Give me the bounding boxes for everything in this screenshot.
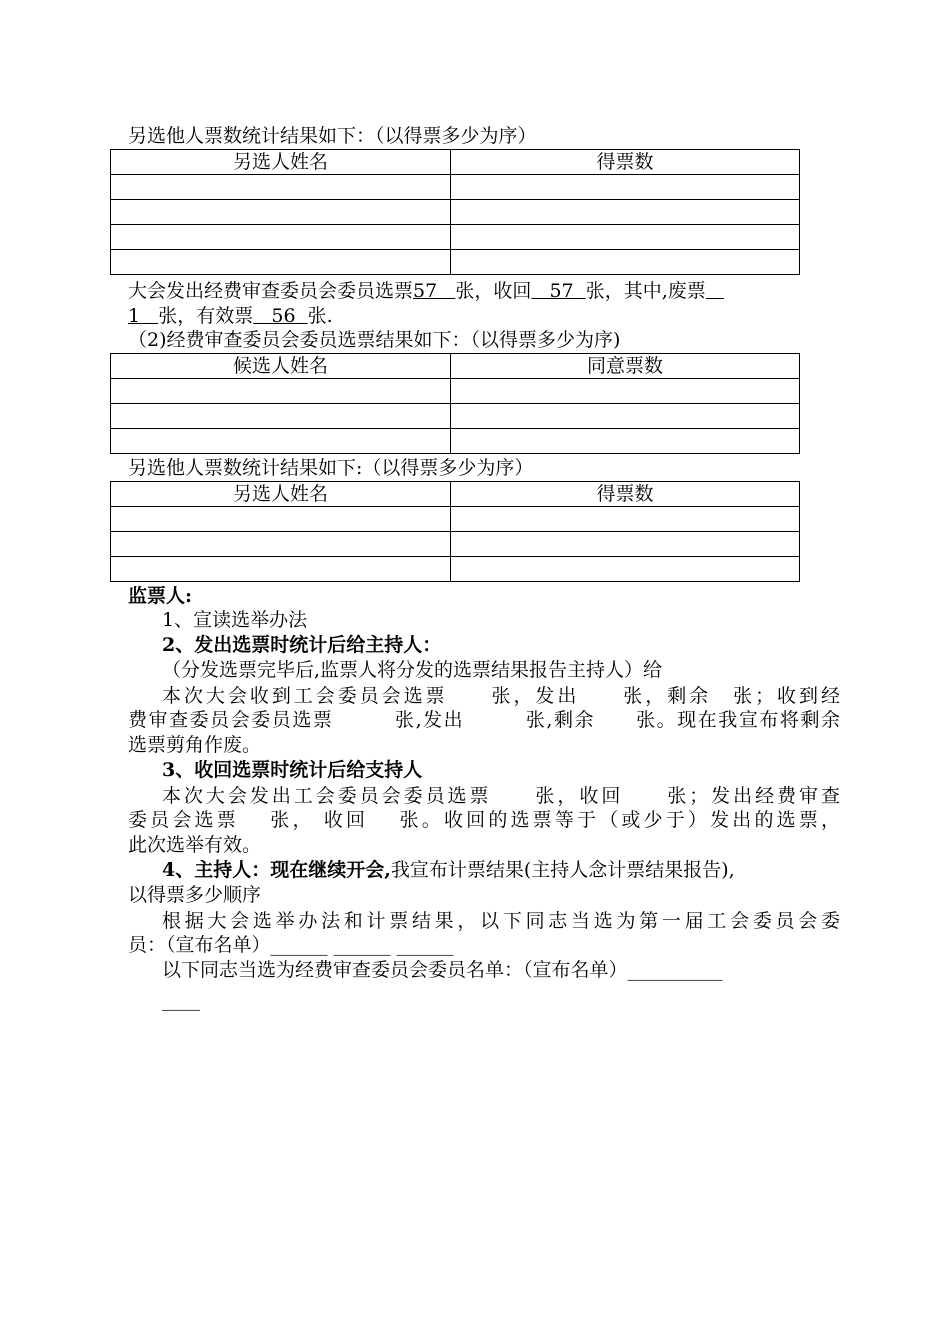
text: 大会发出经费审查委员会委员选票 <box>128 280 414 302</box>
table-row <box>111 379 800 404</box>
table-cell <box>451 225 800 250</box>
table-header-row <box>111 150 800 175</box>
header-cell: 同意票数 <box>451 354 800 379</box>
text: 张，其中,废票 <box>585 280 706 302</box>
scrutineer-item-2-note: （分发选票完毕后,监票人将分发的选票结果报告主持人）给 <box>162 659 663 681</box>
table-header-row <box>111 482 800 507</box>
valid-count: 56 <box>271 305 296 327</box>
header-cell: 另选人姓名 <box>111 482 451 507</box>
section3-table <box>110 481 800 582</box>
section1-caption: 另选他人票数统计结果如下：（以得票多少为序） <box>128 125 537 147</box>
scrutineer-item-2-para-1: 本次大会收到工会委员会选票 张，发出 张，剩余 张；收到经 <box>162 685 840 707</box>
blank <box>706 280 724 302</box>
table-cell <box>451 429 800 454</box>
table-row <box>111 404 800 429</box>
table-cell <box>111 557 451 582</box>
text: 张. <box>307 305 333 327</box>
section1-table <box>110 149 800 275</box>
table-cell <box>111 532 451 557</box>
scrutineer-item-2-para-3: 选票剪角作废。 <box>128 734 262 756</box>
result-para-2: 员：（宣布名单）______ ______ ______ <box>128 934 454 956</box>
table-cell <box>111 200 451 225</box>
scrutineer-item-3-para-1: 本次大会发出工会委员会委员选票 张，收回 张；发出经费审查 <box>162 785 840 807</box>
audit-count-line-2 <box>128 304 840 328</box>
text: 张，收回 <box>455 280 532 302</box>
section2-caption: （2)经费审查委员会委员选票结果如下：（以得票多少为序) <box>128 329 621 351</box>
table-cell <box>111 250 451 275</box>
scrutineer-item-2: 2、发出选票时统计后给主持人： <box>162 634 442 656</box>
text: 张，有效票 <box>158 305 254 327</box>
table-row <box>111 507 800 532</box>
table-row <box>111 200 800 225</box>
result-para-4: ____ <box>162 989 200 1011</box>
scrutineer-item-3-para-3: 此次选举有效。 <box>128 834 262 856</box>
table-cell <box>451 557 800 582</box>
scrutineer-item-2-para-2: 费审查委员会委员选票 张,发出 张,剩余 张。现在我宣布将剩余 <box>128 709 840 731</box>
table-row <box>111 175 800 200</box>
scrutineer-item-1: 1、宣读选举办法 <box>162 609 308 631</box>
result-para-3: 以下同志当选为经费审查委员会委员名单：（宣布名单）__________ <box>162 959 723 981</box>
section2-table <box>110 353 800 454</box>
table-cell <box>451 200 800 225</box>
table-header-row <box>111 354 800 379</box>
scrutineer-item-3: 3、收回选票时统计后给支持人 <box>162 759 423 781</box>
table-cell <box>111 507 451 532</box>
header-cell: 另选人姓名 <box>111 150 451 175</box>
table-cell <box>451 250 800 275</box>
scrutineer-item-3-para-2: 委员会选票 张， 收回 张。收回的选票等于（或少于）发出的选票， <box>128 809 840 831</box>
table-row <box>111 557 800 582</box>
invalid-count: 1 <box>128 305 141 327</box>
header-cell: 得票数 <box>451 150 800 175</box>
table-row <box>111 225 800 250</box>
audit-count-line-1 <box>128 279 840 303</box>
item-4-bold-text: 4、主持人：现在继续开会, <box>162 859 391 881</box>
result-para-1: 根据大会选举办法和计票结果，以下同志当选为第一届工会委员会委 <box>162 910 840 932</box>
header-cell: 得票数 <box>451 482 800 507</box>
table-cell <box>451 175 800 200</box>
table-row <box>111 532 800 557</box>
table-cell <box>111 379 451 404</box>
table-cell <box>111 429 451 454</box>
table-cell <box>451 532 800 557</box>
table-cell <box>451 379 800 404</box>
table-cell <box>451 507 800 532</box>
scrutineer-item-4-para-2: 以得票多少顺序 <box>128 884 262 906</box>
table-row <box>111 250 800 275</box>
scrutineer-heading: 监票人: <box>128 585 193 607</box>
table-cell <box>111 175 451 200</box>
header-cell: 候选人姓名 <box>111 354 451 379</box>
item-4-text: 我宣布计票结果(主持人念计票结果报告), <box>390 859 735 881</box>
table-cell <box>451 404 800 429</box>
issued-count: 57 <box>413 280 438 302</box>
scrutineer-item-4 <box>162 858 840 882</box>
section3-caption: 另选他人票数统计结果如下:（以得票多少为序） <box>128 457 534 479</box>
returned-count: 57 <box>549 280 574 302</box>
table-row <box>111 429 800 454</box>
table-cell <box>111 225 451 250</box>
table-cell <box>111 404 451 429</box>
